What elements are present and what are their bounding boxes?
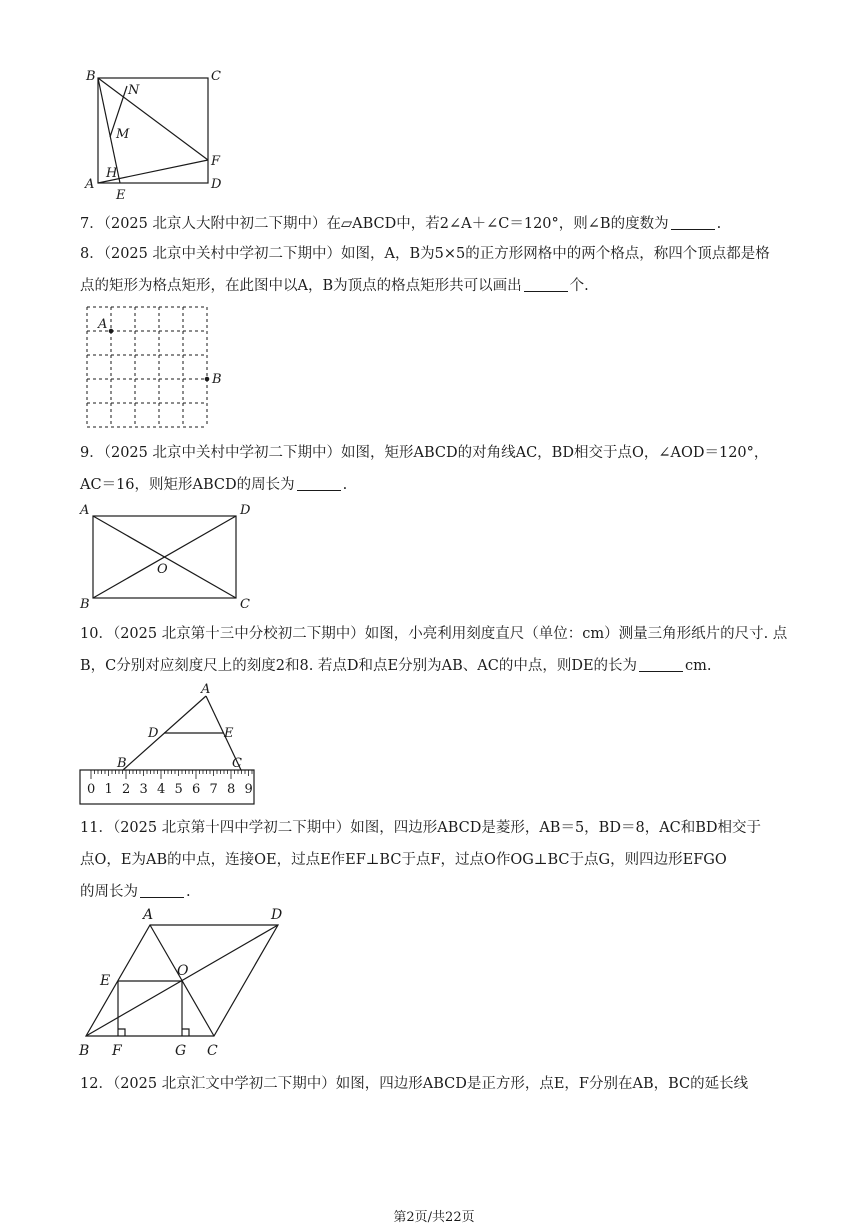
q9-text-line2: AC＝16，则矩形ABCD的周长为 <box>80 477 295 493</box>
q10-source: （2025 北京第十三中分校初二下期中） <box>112 626 365 642</box>
question-8 <box>80 238 792 302</box>
label-D: D <box>271 907 283 923</box>
tick-0: 0 <box>87 782 96 797</box>
label-A: A <box>98 317 108 332</box>
ruler-ticks <box>91 770 252 779</box>
q8-source: （2025 北京中关村中学初二下期中） <box>103 246 341 262</box>
q11-tail: . <box>186 884 191 900</box>
tick-1: 1 <box>104 782 113 797</box>
q10-number: 10． <box>80 626 113 642</box>
question-11 <box>80 812 792 908</box>
label-C: C <box>207 1043 218 1059</box>
label-D: D <box>240 503 251 518</box>
q9-text-line1: 如图，矩形ABCD的对角线AC，BD相交于点O，∠AOD＝120°， <box>341 445 769 461</box>
label-O: O <box>177 963 189 979</box>
label-F: F <box>211 154 221 169</box>
label-O: O <box>157 562 168 577</box>
q11-source: （2025 北京第十四中学初二下期中） <box>112 820 351 836</box>
tick-4: 4 <box>157 782 166 797</box>
page-footer: 第2页/共22页 <box>393 1210 475 1225</box>
tick-7: 7 <box>209 782 218 797</box>
q10-text-line2: B，C分别对应刻度尺上的刻度2和8. 若点D和点E分别为AB、AC的中点，则DE的长为 <box>80 658 638 674</box>
figure-rhombus-abcd <box>76 905 296 1060</box>
label-H: H <box>106 166 118 181</box>
label-C: C <box>232 756 242 771</box>
tick-9: 9 <box>244 782 253 797</box>
label-E: E <box>116 188 126 203</box>
label-A: A <box>201 682 211 697</box>
label-A: A <box>80 503 90 518</box>
label-B: B <box>86 69 96 84</box>
label-B: B <box>212 372 222 387</box>
figure-grid-5x5 <box>80 300 230 430</box>
label-E: E <box>224 726 234 741</box>
question-10 <box>80 618 792 682</box>
q7-answer-blank[interactable] <box>671 213 715 230</box>
figure-triangle-ruler <box>78 680 260 808</box>
q11-text-line2: 点O，E为AB的中点，连接OE，过点E作EF⊥BC于点F，过点O作OG⊥BC于点G，则四边形EFGO <box>80 852 727 868</box>
q8-text-line1: 如图，A，B为5×5的正方形网格中的两个格点，称四个顶点都是格 <box>341 246 770 262</box>
tick-2: 2 <box>122 782 131 797</box>
figure-square-bnmfhe <box>80 66 240 206</box>
tick-5: 5 <box>174 782 183 797</box>
q10-text-line1: 如图，小亮利用刻度直尺（单位：cm）测量三角形纸片的尺寸. 点 <box>364 626 788 642</box>
q8-number: 8． <box>80 246 104 262</box>
q10-tail: cm. <box>685 658 712 674</box>
q7-text: 在▱ABCD中，若2∠A＋∠C＝120°，则∠B的度数为 <box>326 216 669 232</box>
q11-number: 11． <box>80 820 113 836</box>
label-D: D <box>148 726 159 741</box>
q12-text: 如图，四边形ABCD是正方形，点E，F分别在AB，BC的延长线 <box>335 1076 749 1092</box>
q9-number: 9． <box>80 445 104 461</box>
q7-source: （2025 北京人大附中初二下期中） <box>103 216 327 232</box>
q8-tail: 个. <box>569 278 589 294</box>
q12-number: 12． <box>80 1076 113 1092</box>
label-A: A <box>143 907 154 923</box>
q11-answer-blank[interactable] <box>140 881 184 898</box>
q7-number: 7． <box>80 216 104 232</box>
tick-3: 3 <box>139 782 148 797</box>
label-C: C <box>240 597 250 612</box>
label-M: M <box>116 127 130 142</box>
label-A: A <box>85 177 95 192</box>
q12-source: （2025 北京汇文中学初二下期中） <box>112 1076 336 1092</box>
q7-period: . <box>716 216 722 232</box>
label-C: C <box>211 69 221 84</box>
q11-text-line3: 的周长为 <box>80 884 138 900</box>
q11-text-line1: 如图，四边形ABCD是菱形，AB＝5，BD＝8，AC和BD相交于 <box>350 820 762 836</box>
label-D: D <box>211 177 222 192</box>
label-E: E <box>100 973 111 989</box>
question-7 <box>80 208 792 240</box>
q9-source: （2025 北京中关村中学初二下期中） <box>103 445 341 461</box>
label-B: B <box>79 1043 90 1059</box>
label-F: F <box>112 1043 122 1059</box>
label-B: B <box>80 597 90 612</box>
tick-8: 8 <box>227 782 236 797</box>
q9-tail: . <box>342 477 348 493</box>
question-9 <box>80 437 792 501</box>
tick-6: 6 <box>192 782 201 797</box>
question-12 <box>80 1068 792 1100</box>
q8-answer-blank[interactable] <box>524 275 568 292</box>
figure-rectangle-abcd <box>78 500 268 612</box>
q10-answer-blank[interactable] <box>639 655 683 672</box>
label-G: G <box>175 1043 187 1059</box>
label-B: B <box>117 756 127 771</box>
q8-text-line2: 点的矩形为格点矩形，在此图中以A，B为顶点的格点矩形共可以画出 <box>80 278 522 294</box>
q9-answer-blank[interactable] <box>297 474 341 491</box>
label-N: N <box>128 83 140 98</box>
